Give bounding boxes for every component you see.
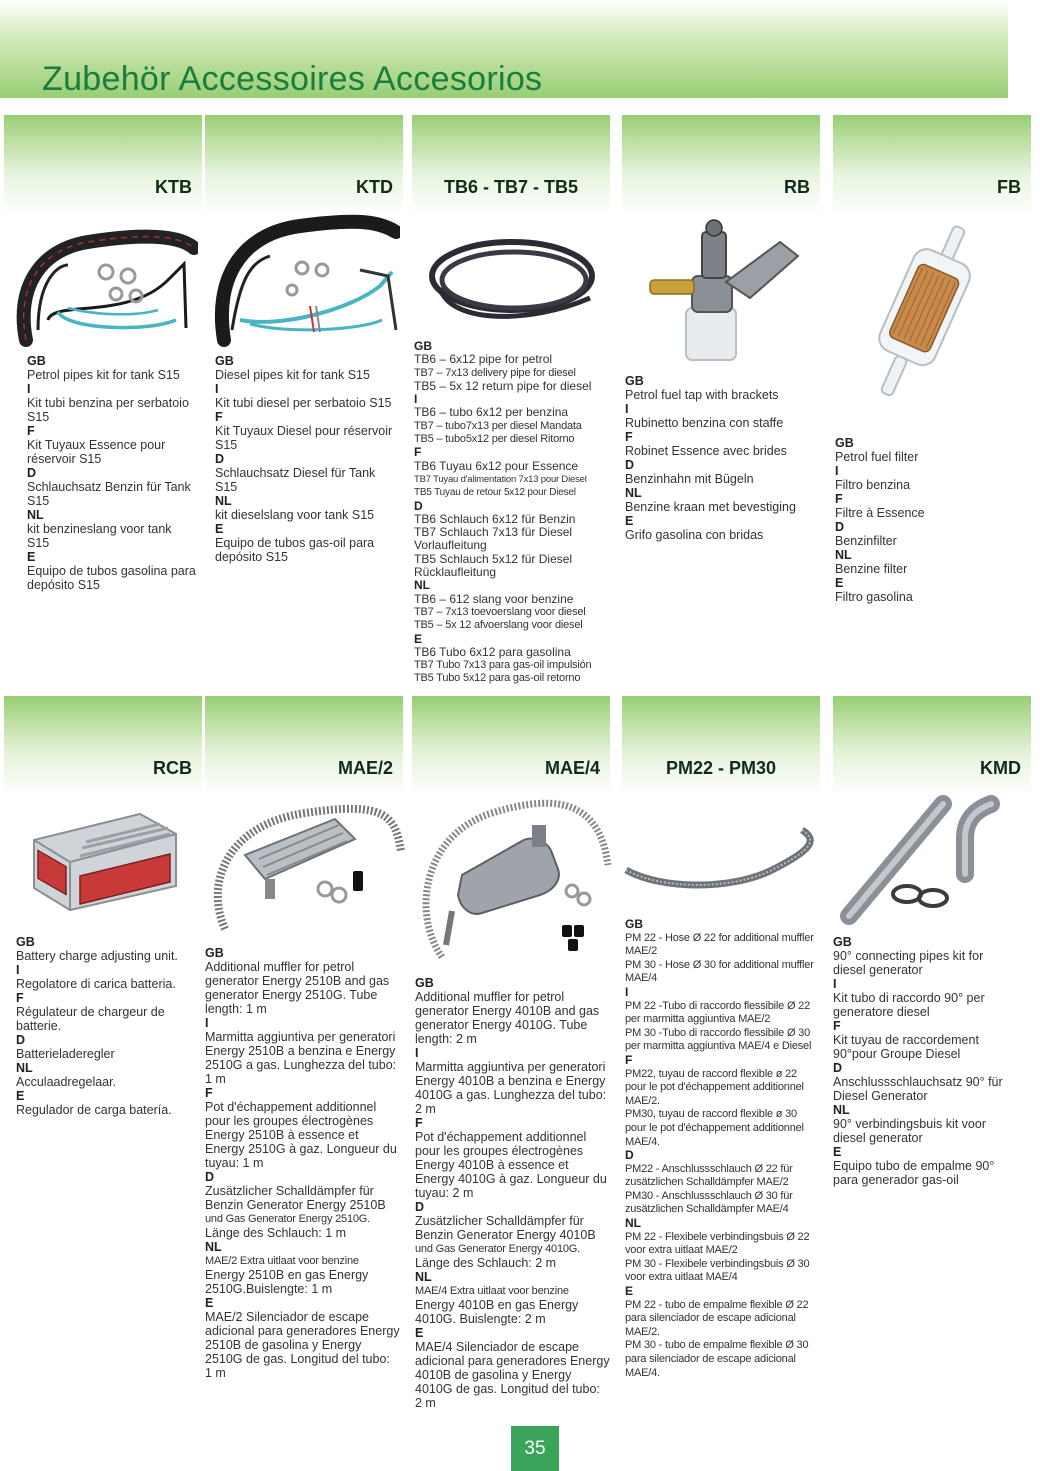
lang-label: I (625, 984, 629, 999)
lang-label: NL (833, 1103, 850, 1117)
lang-label: D (27, 466, 37, 480)
product-description-kmd (833, 935, 1013, 1187)
desc-d: Zusätzlicher Schalldämpfer für Benzin Generator Energy 4010B (415, 1214, 596, 1242)
desc-f: Kit Tuyaux Essence pour réservoir S15 (27, 438, 166, 466)
desc-e: Filtro gasolina (835, 590, 913, 604)
lang-label: F (625, 1052, 633, 1067)
desc-d: und Gas Generator Energy 2510G. (205, 1213, 371, 1225)
lang-label: E (625, 514, 634, 528)
lang-label: I (835, 464, 839, 478)
lang-label: I (415, 1046, 419, 1060)
desc-e-line: TB6 Tubo 6x12 para gasolina (414, 644, 571, 659)
desc-i-line: TB6 – tubo 6x12 per benzina (414, 405, 569, 420)
lang-label: NL (27, 508, 44, 522)
lang-label: GB (625, 374, 644, 388)
lang-label: I (625, 402, 629, 416)
lang-label: NL (625, 1216, 641, 1231)
fuel-tap-icon (630, 212, 810, 367)
lang-label: E (414, 631, 423, 646)
desc-i: Rubinetto benzina con staffe (625, 416, 784, 430)
desc-e-line: TB7 Tubo 7x13 para gas-oil impulsión (414, 659, 592, 672)
lang-label: GB (414, 339, 432, 353)
lang-label: GB (205, 946, 224, 960)
flexible-hose-icon (622, 810, 822, 900)
lang-label: E (215, 522, 224, 536)
desc-nl: Benzine filter (835, 562, 908, 576)
lang-label: I (27, 382, 31, 396)
desc-d: Benzinhahn mit Bügeln (625, 472, 754, 486)
desc-f-line: TB6 Tuyau 6x12 pour Essence (414, 458, 579, 473)
hose-coil-icon (420, 228, 605, 328)
desc-f: Kit Tuyaux Diesel pour réservoir S15 (215, 424, 393, 452)
desc-f: Filtre à Essence (835, 506, 925, 520)
lang-label: GB (16, 935, 35, 949)
product-description-mae2 (205, 946, 400, 1380)
product-code: TB6 - TB7 - TB5 (443, 177, 578, 197)
product-code: KMD (980, 758, 1021, 778)
lang-label: D (215, 452, 225, 466)
lang-label: F (16, 991, 24, 1005)
lang-label: F (414, 445, 422, 460)
desc-d: Benzinfilter (835, 534, 897, 548)
desc-i-line: TB5 – tubo5x12 per diesel Ritorno (414, 433, 575, 446)
desc-gb: Additional muffler for petrol generator Energy 2510B and gas generator Energy 2510G. Tube length: 1 m (205, 960, 390, 1016)
lang-label: E (625, 1284, 634, 1299)
elbow-pipe-kit-icon (835, 790, 1020, 925)
desc-d: PM22 - Anschlussschlauch Ø 22 für zusätzlichen Schalldämpfer MAE/2 (625, 1162, 793, 1189)
product-description-pm (625, 918, 815, 1380)
desc-f-line: TB5 Tuyau de retour 5x12 pour Diesel (414, 487, 576, 499)
product-description-fb (835, 436, 1015, 604)
desc-nl: Energy 4010B en gas Energy 4010G. Buislengte: 2 m (415, 1298, 579, 1326)
desc-i: Kit tubi benzina per serbatoio S15 (27, 396, 189, 424)
desc-d: und Gas Generator Energy 4010G. (415, 1243, 581, 1255)
lang-label: E (16, 1089, 25, 1103)
desc-gb: PM 22 - Hose Ø 22 for additional muffler MAE/2 (625, 931, 814, 958)
lang-label: E (205, 1296, 214, 1310)
desc-e-line: TB5 Tubo 5x12 para gas-oil retorno (414, 672, 581, 685)
product-code: FB (997, 177, 1021, 197)
lang-label: NL (16, 1061, 33, 1075)
lang-label: D (16, 1033, 26, 1047)
desc-d: PM30 - Anschlussschlauch Ø 30 für zusätzlichen Schalldämpfer MAE/4 (625, 1189, 793, 1216)
desc-nl: Acculaadregelaar. (16, 1075, 117, 1089)
lang-label: D (835, 520, 845, 534)
desc-e: MAE/4 Silenciador de escape adicional para generadores Energy 4010B de gasolina y Energy 4010G de gas. Longitud del tubo: 2 m (415, 1340, 610, 1410)
desc-i: Regolatore di carica batteria. (16, 977, 176, 991)
lang-label: NL (414, 578, 430, 593)
desc-i: Marmitta aggiuntiva per generatori Energy 4010B a benzina e Energy 4010G a gas. Lunghezza del tubo: 2 m (415, 1060, 607, 1116)
desc-d-line: TB7 Schlauch 7x13 für Diesel (414, 525, 573, 540)
desc-i: Kit tubi diesel per serbatoio S15 (215, 396, 392, 410)
lang-label: I (414, 392, 418, 407)
desc-gb: Petrol fuel tap with brackets (625, 388, 779, 402)
lang-label: F (27, 424, 35, 438)
product-description-mae4 (415, 976, 610, 1410)
desc-i: PM 22 -Tubo di raccordo flessibile Ø 22 per marmitta aggiuntiva MAE/2 (625, 999, 810, 1026)
muffler-kit-icon (205, 795, 405, 935)
charge-regulator-icon (20, 800, 185, 915)
desc-nl-line: TB7 – 7x13 toevoerslang voor diesel (414, 605, 586, 618)
desc-d: Anschlussschlauchsatz 90° für Diesel Generator (833, 1075, 1003, 1103)
desc-e: Equipo tubo de empalme 90° para generador gas-oil (833, 1159, 995, 1187)
desc-i: Kit tubo di raccordo 90° per generatore diesel (833, 991, 985, 1019)
desc-nl-line: TB5 – 5x 12 afvoerslang voor diesel (414, 619, 583, 632)
lang-label: D (205, 1170, 215, 1184)
desc-gb: PM 30 - Hose Ø 30 for additional muffler MAE/4 (625, 958, 814, 985)
lang-label: F (205, 1086, 213, 1100)
lang-label: I (833, 977, 837, 991)
lang-label: D (833, 1061, 843, 1075)
product-code: KTB (155, 177, 192, 197)
desc-nl-line: TB6 – 612 slang voor benzine (414, 591, 574, 606)
lang-label: D (414, 498, 423, 513)
lang-label: I (16, 963, 20, 977)
desc-e: MAE/2 Silenciador de escape adicional para generadores Energy 2510B de gasolina y Energy 2510G de gas. Longitud del tubo: 1 m (205, 1310, 400, 1380)
desc-d: Länge des Schlauch: 2 m (415, 1256, 557, 1270)
desc-d: Schlauchsatz Diesel für Tank S15 (215, 466, 376, 494)
lang-label: F (833, 1019, 841, 1033)
lang-label: NL (415, 1270, 432, 1284)
desc-nl: kit dieselslang voor tank S15 (215, 508, 375, 522)
lang-label: NL (215, 494, 232, 508)
product-description-rcb (16, 935, 198, 1117)
desc-d-line: Rücklaufleitung (414, 565, 497, 580)
desc-f: Régulateur de chargeur de batterie. (16, 1005, 165, 1033)
lang-label: GB (625, 917, 643, 931)
lang-label: GB (27, 354, 46, 368)
lang-label: E (415, 1326, 424, 1340)
lang-label: D (625, 1148, 634, 1163)
lang-label: F (835, 492, 843, 506)
product-description-rb (625, 374, 815, 542)
desc-e: PM 22 - tubo de empalme flexible Ø 22 para silenciador de escape adicional MAE/2. (625, 1298, 809, 1338)
product-code: MAE/2 (337, 758, 393, 778)
desc-nl: 90° verbindingsbuis kit voor diesel generator (833, 1117, 986, 1145)
lang-label: E (833, 1145, 842, 1159)
desc-e: Equipo de tubos gasolina para depósito S15 (27, 564, 196, 592)
desc-nl: PM 22 - Flexibele verbindingsbuis Ø 22 voor extra uitlaat MAE/2 (625, 1230, 810, 1257)
product-description-ktd (215, 354, 395, 564)
desc-e: Regulador de carga batería. (16, 1103, 172, 1117)
muffler-kit-icon (412, 795, 612, 965)
desc-i-line: TB7 – tubo7x13 per diesel Mandata (414, 419, 582, 432)
page-title: Zubehör Accessoires Accesorios (42, 60, 543, 98)
diesel-hose-kit-icon (210, 210, 400, 350)
lang-label: GB (415, 976, 434, 990)
desc-nl: PM 30 - Flexibele verbindingsbuis Ø 30 voor extra uitlaat MAE/4 (625, 1257, 810, 1284)
product-code: KTD (356, 177, 393, 197)
desc-f: Pot d'échappement additionnel pour les groupes électrogènes Energy 4010B à essence et Energy 4010G à gaz. Longueur du tuyau: 2 m (415, 1130, 607, 1200)
desc-gb-line: TB6 – 6x12 pipe for petrol (414, 352, 553, 367)
product-code: PM22 - PM30 (665, 758, 777, 778)
product-code: RB (784, 177, 810, 197)
desc-d-line: Vorlaufleitung (414, 538, 487, 553)
desc-f: Robinet Essence avec brides (625, 444, 787, 458)
lang-label: F (415, 1116, 423, 1130)
lang-label: NL (625, 486, 642, 500)
desc-d: Zusätzlicher Schalldämpfer für Benzin Generator Energy 2510B (205, 1184, 386, 1212)
desc-nl: Energy 2510B en gas Energy 2510G.Buislengte: 1 m (205, 1268, 369, 1296)
desc-i: Filtro benzina (835, 478, 911, 492)
lang-label: I (205, 1016, 209, 1030)
desc-e: Equipo de tubos gas-oil para depósito S15 (215, 536, 375, 564)
desc-i: Marmitta aggiuntiva per generatori Energy 2510B a benzina e Energy 2510G a gas. Lunghezza del tubo: 1 m (205, 1030, 397, 1086)
lang-label: I (215, 382, 219, 396)
product-description-ktb (27, 354, 197, 592)
fuel-filter-icon (845, 215, 995, 415)
desc-d: Länge des Schlauch: 1 m (205, 1226, 347, 1240)
desc-nl: MAE/2 Extra uitlaat voor benzine (205, 1255, 359, 1267)
desc-gb: Petrol pipes kit for tank S15 (27, 368, 180, 382)
desc-d: Schlauchsatz Benzin für Tank S15 (27, 480, 191, 508)
desc-f: Pot d'échappement additionnel pour les groupes électrogènes Energy 2510B à essence et Energy 2510G à gaz. Longueur du tuyau: 1 m (205, 1100, 397, 1170)
lang-label: GB (833, 935, 852, 949)
product-code: MAE/4 (544, 758, 600, 778)
desc-gb: Additional muffler for petrol generator Energy 4010B and gas generator Energy 4010G. Tube length: 2 m (415, 990, 600, 1046)
lang-label: F (625, 430, 633, 444)
desc-f: PM30, tuyau de raccord flexible ø 30 pour le pot d'échappement additionnel MAE/4. (625, 1108, 804, 1148)
page-number: 35 (511, 1426, 559, 1471)
desc-d-line: TB5 Schlauch 5x12 für Diesel (414, 551, 573, 566)
desc-gb: Diesel pipes kit for tank S15 (215, 368, 370, 382)
lang-label: GB (215, 354, 234, 368)
desc-f: PM22, tuyau de raccord flexible ø 22 pour le pot d'échappement additionnel MAE/2. (625, 1067, 804, 1107)
desc-d-line: TB6 Schlauch 6x12 für Benzin (414, 511, 576, 526)
fuel-hose-kit-icon (8, 220, 198, 350)
lang-label: NL (205, 1240, 222, 1254)
desc-gb: Petrol fuel filter (835, 450, 919, 464)
lang-label: D (415, 1200, 425, 1214)
lang-label: D (625, 458, 635, 472)
desc-nl: Benzine kraan met bevestiging (625, 500, 796, 514)
lang-label: NL (835, 548, 852, 562)
desc-f-line: TB7 Tuyau d'alimentation 7x13 pour Diesel (414, 473, 587, 485)
desc-nl: MAE/4 Extra uitlaat voor benzine (415, 1285, 569, 1297)
desc-gb-line: TB5 – 5x 12 return pipe for diesel (414, 378, 592, 393)
lang-label: E (835, 576, 844, 590)
desc-i: PM 30 -Tubo di raccordo flessibile Ø 30 per marmitta aggiuntiva MAE/4 e Diesel (625, 1026, 812, 1053)
desc-gb: 90° connecting pipes kit for diesel generator (833, 949, 984, 977)
desc-f: Kit tuyau de raccordement 90°pour Groupe Diesel (833, 1033, 979, 1061)
desc-nl: kit benzineslang voor tank S15 (27, 522, 172, 550)
lang-label: F (215, 410, 223, 424)
lang-label: GB (835, 436, 854, 450)
product-code: RCB (153, 758, 192, 778)
desc-gb-line: TB7 – 7x13 delivery pipe for diesel (414, 366, 576, 379)
desc-e: Grifo gasolina con bridas (625, 528, 764, 542)
lang-label: E (27, 550, 36, 564)
desc-e: PM 30 - tubo de empalme flexible Ø 30 para silenciador de escape adicional MAE/4. (625, 1339, 809, 1379)
desc-d: Batterieladeregler (16, 1047, 115, 1061)
desc-gb: Battery charge adjusting unit. (16, 949, 178, 963)
product-description-tb (414, 340, 610, 686)
